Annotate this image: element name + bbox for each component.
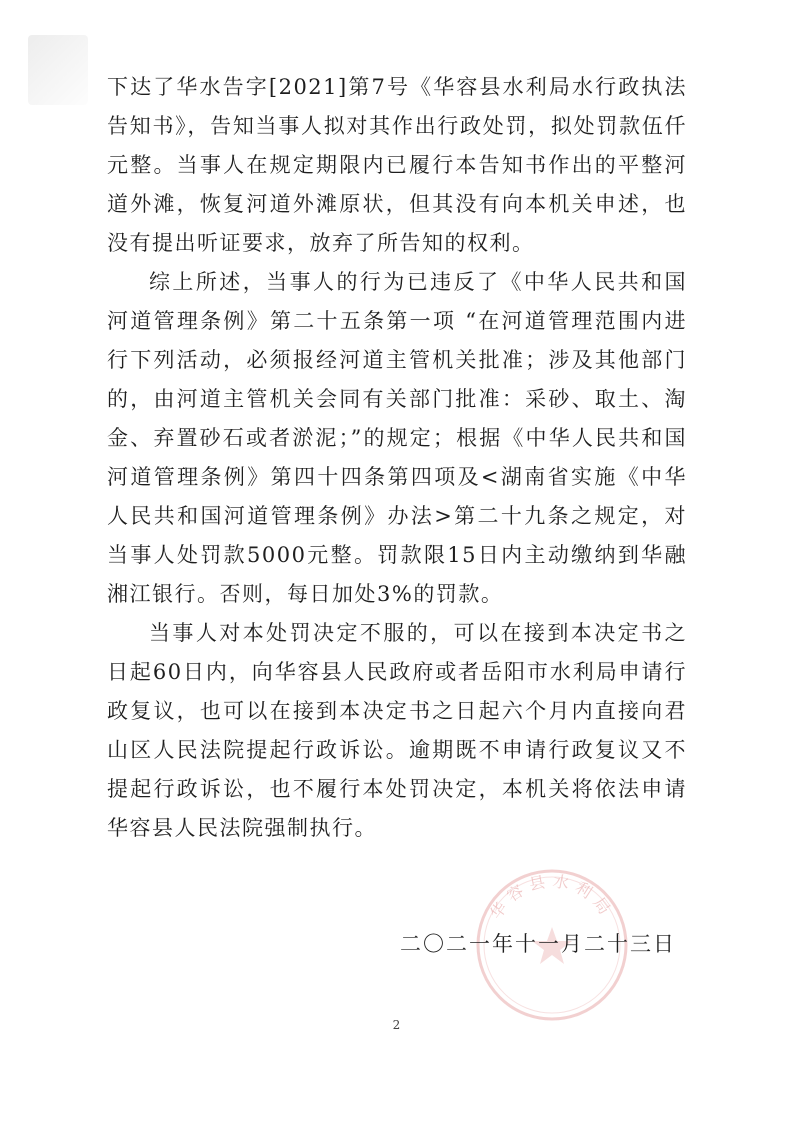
page-number: 2 bbox=[392, 1018, 401, 1032]
paragraph-appeal-rights: 当事人对本处罚决定不服的，可以在接到本决定书之日起60日内，向华容县人民政府或者岳阳市水利局申请行政复议，也可以在接到本决定书之日起六个月内直接向君山区人民法院提起行政诉讼。逾期既不申请行政复议又不提起行政诉讼，也不履行本处罚决定，本机关将依法申请华容县人民法院强制执行。 bbox=[107, 621, 687, 840]
svg-text:华容县水利局: 华容县水利局 bbox=[486, 871, 618, 923]
document-date: 二〇二一年十一月二十三日 bbox=[400, 932, 676, 956]
scan-corner-mark bbox=[28, 35, 88, 105]
paragraph-notice: 下达了华水告字[2021]第7号《华容县水利局水行政执法告知书》，告知当事人拟对其作出行政处罚，拟处罚款伍仟元整。当事人在规定期限内已履行本告知书作出的平整河道外滩，恢复河道外滩原状，但其没有向本机关申述，也没有提出听证要求，放弃了所告知的权利。 bbox=[107, 75, 687, 255]
paragraph-violation: 综上所述，当事人的行为已违反了《中华人民共和国河道管理条例》第二十五条第一项 “在河道管理范围内进行下列活动，必须报经河道主管机关批准；涉及其他部门的，由河道主管机关会同有关部门批准：采砂、取土、淘金、弃置砂石或者淤泥；”的规定；根据《中华人民共和国河道管理条例》第四十四条第四项及<湖南省实施《中华人民共和国河道管理条例》办法>第二十九条之规定，对当事人处罚款5000元整。罚款限15日内主动缴纳到华融湘江银行。否则，每日加处3%的罚款。 bbox=[107, 270, 687, 606]
